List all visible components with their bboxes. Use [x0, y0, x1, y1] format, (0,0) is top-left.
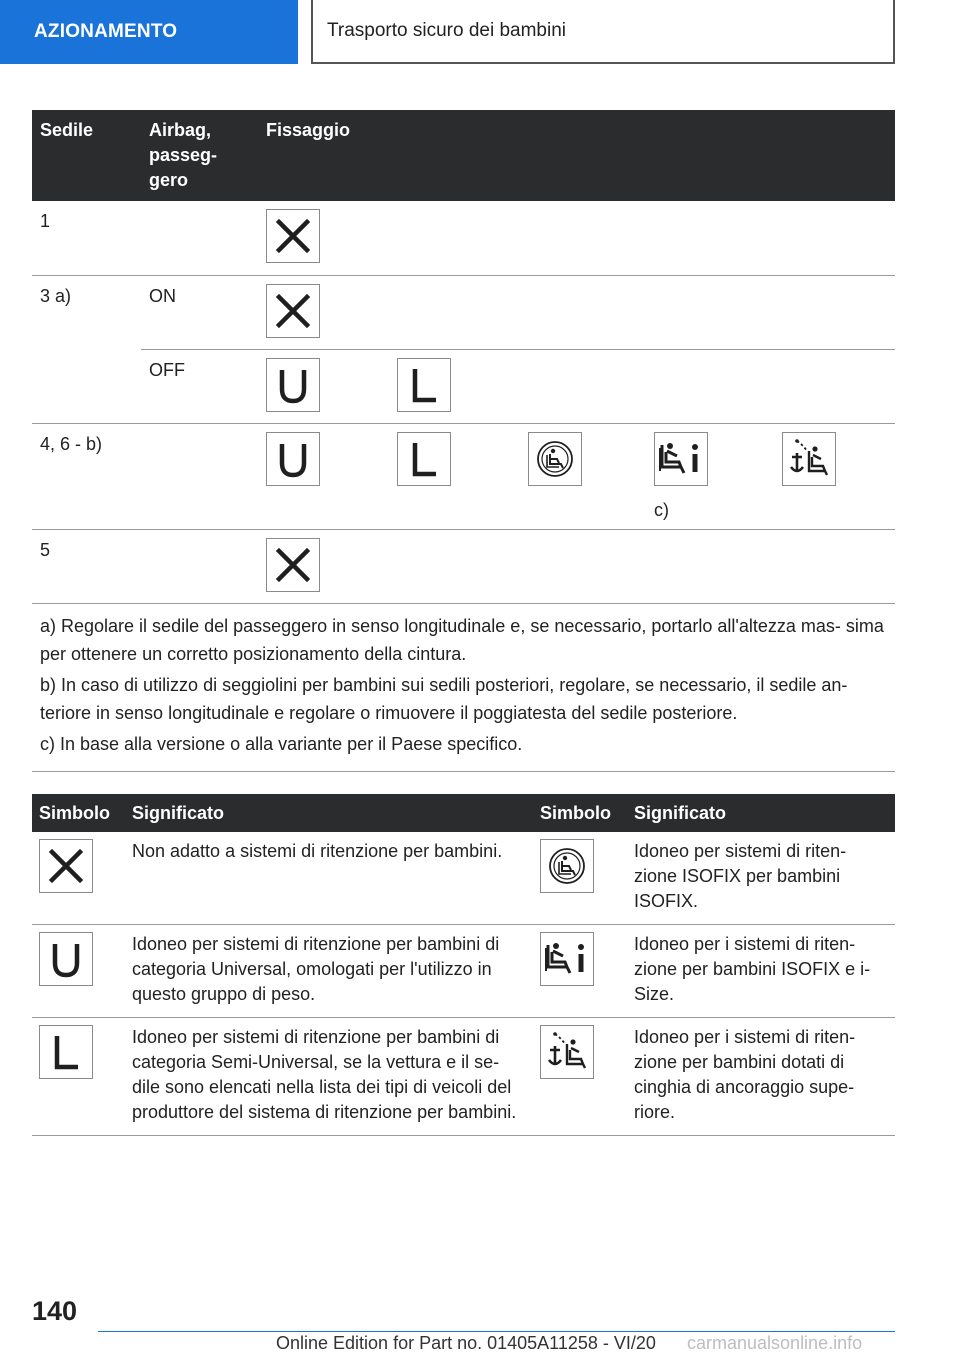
cross-icon	[39, 839, 93, 893]
table-row	[32, 832, 895, 925]
column-header-symbol: Simbolo	[32, 794, 125, 832]
top-tether-anchor-icon	[540, 1025, 594, 1079]
meaning-cell: Idoneo per i sistemi di riten- zione per bambini ISOFIX e i- Size.	[627, 925, 895, 1018]
fixing-icon-cell	[389, 349, 520, 423]
airbag-cell: OFF	[141, 349, 258, 423]
column-header-seat: Sedile	[32, 110, 141, 201]
universal-u-icon	[39, 932, 93, 986]
symbol-cell	[533, 925, 627, 1018]
fixing-icon-cell	[646, 423, 774, 529]
semi-universal-l-icon	[397, 432, 451, 486]
cross-icon	[266, 538, 320, 592]
table-row	[32, 925, 895, 1018]
table-row	[32, 349, 895, 423]
table-row	[32, 423, 895, 529]
symbol-cell	[32, 925, 125, 1018]
isofix-seat-icon	[528, 432, 582, 486]
seat-compatibility-table	[32, 110, 895, 772]
seat-cell: 5	[32, 529, 141, 603]
semi-universal-l-icon	[39, 1025, 93, 1079]
column-header-airbag: Airbag, passeg- gero	[141, 110, 258, 201]
airbag-cell	[141, 529, 258, 603]
airbag-cell: ON	[141, 275, 258, 349]
column-header-meaning: Significato	[627, 794, 895, 832]
footnote-c: c) In base alla versione o alla variante per il Paese specifico.	[40, 733, 523, 754]
meaning-cell: Idoneo per sistemi di ritenzione per bambini di categoria Universal, omologati per l'utilizzo in questo gruppo di peso.	[125, 925, 533, 1018]
universal-u-icon	[266, 432, 320, 486]
table-row	[32, 275, 895, 349]
fixing-icon-cell	[520, 423, 646, 529]
table-row	[32, 1018, 895, 1136]
meaning-cell: Idoneo per sistemi di ritenzione per bambini di categoria Semi-Universal, se la vettura e il se- dile sono elencati nella lista dei tipi di veicoli del produttore del sistema di ritenzione per bambini.	[125, 1018, 533, 1136]
column-header-meaning: Significato	[125, 794, 533, 832]
page-number: 140	[32, 1296, 78, 1326]
airbag-cell	[141, 201, 258, 275]
symbol-cell	[32, 832, 125, 925]
isofix-isize-icon	[654, 432, 708, 486]
top-tether-anchor-icon	[782, 432, 836, 486]
isofix-seat-icon	[540, 839, 594, 893]
watermark: carmanualsonline.info	[687, 1333, 863, 1353]
symbol-cell	[533, 832, 627, 925]
edition-label: Online Edition for Part no. 01405A11258 - VI/20	[276, 1333, 656, 1353]
meaning-cell: Non adatto a sistemi di ritenzione per bambini.	[125, 832, 533, 925]
table-footnotes	[32, 603, 895, 771]
symbol-cell	[533, 1018, 627, 1136]
meaning-cell: Idoneo per sistemi di riten- zione ISOFIX per bambini ISOFIX.	[627, 832, 895, 925]
symbol-legend-table	[32, 794, 895, 1136]
footnote-a: a) Regolare il sedile del passeggero in senso longitudinale e, se necessario, portarlo all'altezza mas- sima per ottenere un corretto posizionamento della cintura.	[40, 615, 884, 664]
fixing-icon-cell	[389, 423, 520, 529]
footnote-b: b) In caso di utilizzo di seggiolini per bambini sui sedili posteriori, regolare, se necessario, il sedile an- teriore in senso longitudinale e regolare o rimuovere il poggiatesta del sedile posteriore.	[40, 674, 848, 723]
meaning-cell: Idoneo per i sistemi di riten- zione per bambini dotati di cinghia di ancoraggio supe- riore.	[627, 1018, 895, 1136]
column-header-fixing: Fissaggio	[258, 110, 895, 201]
column-header-symbol: Simbolo	[533, 794, 627, 832]
cross-icon	[266, 209, 320, 263]
airbag-cell	[141, 423, 258, 529]
table-row	[32, 529, 895, 603]
symbol-cell	[32, 1018, 125, 1136]
isofix-isize-icon	[540, 932, 594, 986]
semi-universal-l-icon	[397, 358, 451, 412]
fixing-icon-cell	[258, 349, 389, 423]
fixing-icon-cell	[774, 423, 895, 529]
cross-icon	[266, 284, 320, 338]
fixing-icon-cell	[258, 201, 389, 275]
fixing-icon-cell	[258, 423, 389, 529]
seat-cell: 1	[32, 201, 141, 275]
page-title: Trasporto sicuro dei bambini	[311, 0, 895, 64]
fixing-icon-cell	[258, 529, 389, 603]
table-row	[32, 201, 895, 275]
section-tab: AZIONAMENTO	[0, 0, 298, 64]
seat-cell: 4, 6 - b)	[32, 423, 141, 529]
fixing-icon-cell	[258, 275, 389, 349]
footnote-caption: c)	[654, 499, 669, 520]
seat-cell: 3 a)	[32, 275, 141, 423]
footer-divider	[98, 1331, 895, 1332]
universal-u-icon	[266, 358, 320, 412]
